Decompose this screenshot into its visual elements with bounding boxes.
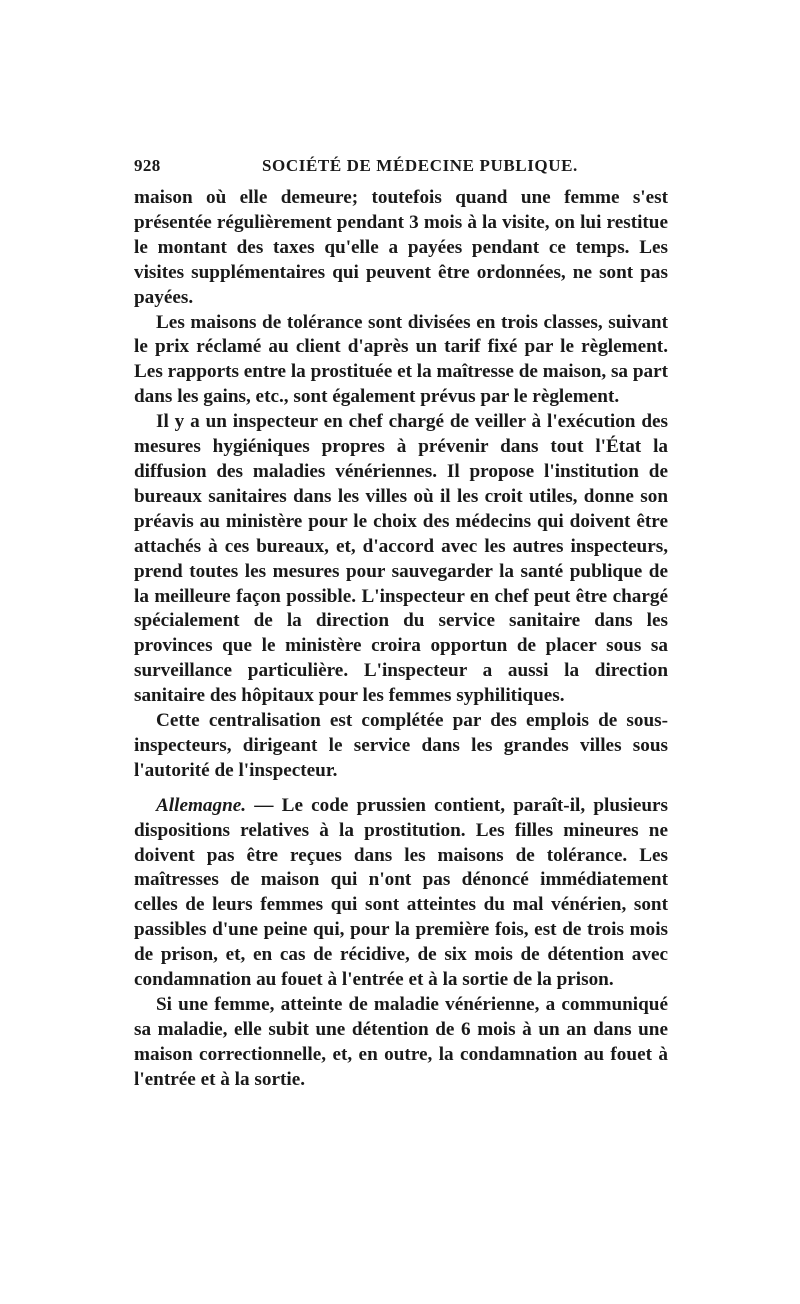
paragraph-continuation: maison où elle demeure; toutefois quand une femme s'est présentée régulièrement pendant 3 mois à la visite, on lui restitue le montant des taxes qu'elle a payées pendant ce temps. Les visites supplémentaires qui peuvent être ordonnées, ne sont pas payées. <box>134 187 668 308</box>
running-title: SOCIÉTÉ DE MÉDECINE PUBLIQUE. <box>262 156 578 175</box>
page-header <box>134 156 668 182</box>
section-lead-allemagne: Allemagne. <box>156 794 247 816</box>
paragraph-allemagne-text: — Le code prussien contient, paraît-il, plusieurs dispositions relatives à la prostitution. Les filles mineures ne doivent pas être reçues dans les maisons de tolérance. Les maîtresses de maison qui n'ont pas dénoncé immédiatement celles de leurs femmes qui sont atteintes du mal vénérien, sont passibles d'une peine qui, pour la première fois, est de trois mois de prison, et, en cas de récidive, de six mois de détention avec condamnation au fouet à l'entrée et à la sortie de la prison. <box>134 794 668 991</box>
paragraph-allemagne <box>134 794 668 993</box>
paragraph-centralisation: Cette centralisation est complétée par des emplois de sous-inspecteurs, dirigeant le service dans les grandes villes sous l'autorité de l'inspecteur. <box>134 710 668 781</box>
paragraph-tolerance-houses: Les maisons de tolérance sont divisées en trois classes, suivant le prix réclamé au client d'après un tarif fixé par le règlement. Les rapports entre la prostituée et la maîtresse de maison, sa part dans les gains, etc., sont également prévus par le règlement. <box>134 311 668 408</box>
paragraph-contamination: Si une femme, atteinte de maladie vénérienne, a communiqué sa maladie, elle subit une détention de 6 mois à un an dans une maison correctionnelle, et, en outre, la condamnation au fouet à l'entrée et à la sortie. <box>134 994 668 1090</box>
paragraph-inspector: Il y a un inspecteur en chef chargé de veiller à l'exécution des mesures hygiéniques propres à prévenir dans tout l'État la diffusion des maladies vénériennes. Il propose l'institution de bureaux sanitaires dans les villes où il les croit utiles, donne son préavis au ministère pour le choix des médecins qui doivent être attachés à ces bureaux, et, d'accord avec les autres inspecteurs, prend toutes les mesures pour sauvegarder la santé publique de la meilleure façon possible. L'inspecteur en chef peut être chargé spécialement de la direction du service sanitaire dans les provinces que le ministère croira opportun de placer sous sa surveillance particulière. L'inspecteur a aussi la direction sanitaire des hôpitaux pour les femmes syphilitiques. <box>134 411 668 707</box>
body-text <box>134 186 668 1093</box>
page-number: 928 <box>134 156 161 175</box>
